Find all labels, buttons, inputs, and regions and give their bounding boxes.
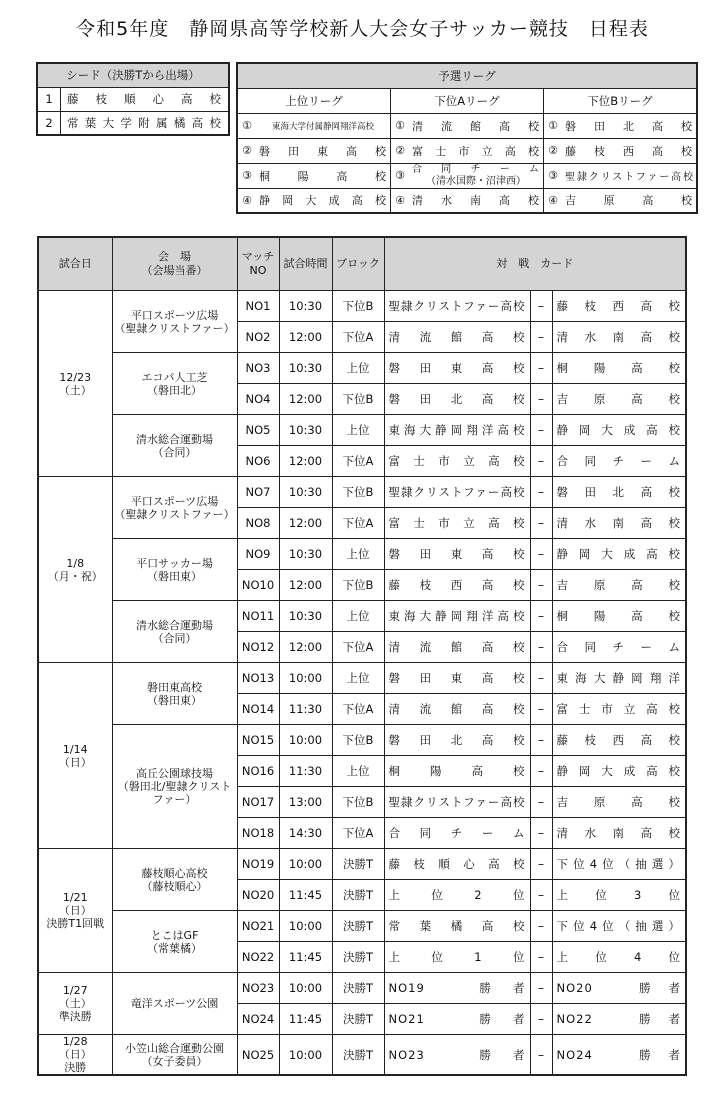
seed-number: 2: [37, 111, 61, 135]
round-note: 決勝T1回戦: [46, 917, 105, 930]
match-number: NO8: [237, 508, 279, 539]
match-number: NO3: [237, 353, 279, 384]
venue-duty: （磐田北）: [147, 383, 202, 397]
match-block: 上位: [332, 415, 384, 446]
match-time: 12:00: [279, 384, 332, 415]
header-block: ブロック: [332, 237, 384, 291]
versus-dash: –: [530, 663, 552, 694]
versus-dash: –: [530, 291, 552, 322]
versus-dash: –: [530, 1004, 552, 1035]
venue-cell: [112, 663, 237, 725]
round-note: 準決勝: [58, 1010, 92, 1023]
match-block: 決勝T: [332, 973, 384, 1004]
seed-mark: ①: [391, 113, 410, 138]
match-date: 1/21: [62, 891, 88, 904]
venue-cell: [112, 601, 237, 663]
match-time: 10:30: [279, 415, 332, 446]
match-block: 決勝T: [332, 942, 384, 973]
versus-dash: –: [530, 353, 552, 384]
match-time: 10:30: [279, 601, 332, 632]
seed-table: [36, 62, 230, 136]
prelim-league-table: [236, 62, 698, 214]
match-block: 下位A: [332, 694, 384, 725]
league-team: 静岡大成高校: [256, 188, 391, 213]
home-team: 富士市立高校: [384, 446, 530, 477]
venue-cell: [112, 539, 237, 601]
away-team: 合同チーム: [552, 632, 686, 663]
match-date: 1/28: [62, 1035, 88, 1048]
league-team: 磐田東高校: [256, 138, 391, 163]
schedule-table: [37, 236, 687, 1076]
match-row: [38, 353, 686, 384]
versus-dash: –: [530, 880, 552, 911]
versus-dash: –: [530, 415, 552, 446]
match-time: 10:00: [279, 973, 332, 1004]
home-team: 清流館高校: [384, 694, 530, 725]
versus-dash: –: [530, 477, 552, 508]
home-team: 磐田北高校: [384, 725, 530, 756]
match-number: NO1: [237, 291, 279, 322]
match-number: NO12: [237, 632, 279, 663]
match-date-cell: [38, 291, 112, 477]
seed-mark: ④: [237, 188, 256, 213]
match-date-cell: [38, 973, 112, 1035]
match-block: 下位A: [332, 632, 384, 663]
venue-cell: [112, 291, 237, 353]
venue-duty: （常葉橘）: [147, 941, 202, 955]
page-title: 令和5年度 静岡県高等学校新人大会女子サッカー競技 日程表: [76, 18, 649, 40]
match-row: [38, 849, 686, 880]
league-name: 下位Aリーグ: [391, 88, 544, 113]
match-block: 下位B: [332, 291, 384, 322]
match-time: 11:30: [279, 694, 332, 725]
venue-name: 清水総合運動場: [136, 618, 213, 632]
away-team: 下位4位（抽選）: [552, 849, 686, 880]
match-number: NO13: [237, 663, 279, 694]
away-team: 清水南高校: [552, 508, 686, 539]
home-team: 東海大静岡翔洋高校: [384, 601, 530, 632]
venue-name: 竜洋スポーツ公園: [130, 997, 219, 1010]
seed-team: 藤枝順心高校: [61, 87, 230, 111]
match-time: 11:30: [279, 756, 332, 787]
seed-mark: ③: [391, 163, 410, 188]
away-team: 合同チーム: [552, 446, 686, 477]
venue-duty: （聖隷クリストファー）: [114, 507, 235, 521]
match-number: NO23: [237, 973, 279, 1004]
match-date-cell: [38, 1035, 112, 1076]
venue-name: 小笠山総合運動公園: [125, 1041, 224, 1055]
versus-dash: –: [530, 849, 552, 880]
away-team: NO22 勝者: [552, 1004, 686, 1035]
match-block: 下位B: [332, 384, 384, 415]
venue-name: 清水総合運動場: [136, 432, 213, 446]
seed-mark: ①: [544, 113, 563, 138]
match-number: NO11: [237, 601, 279, 632]
league-row: [237, 163, 697, 188]
away-team: NO20 勝者: [552, 973, 686, 1004]
seed-mark: ②: [237, 138, 256, 163]
versus-dash: –: [530, 942, 552, 973]
away-team: 吉原高校: [552, 787, 686, 818]
match-weekday: （日）: [58, 904, 92, 917]
match-number: NO21: [237, 911, 279, 942]
venue-cell: [112, 415, 237, 477]
versus-dash: –: [530, 973, 552, 1004]
venue-duty: （聖隷クリストファー）: [114, 321, 235, 335]
venue-duty: （女子委員）: [141, 1054, 208, 1068]
match-weekday: （日）: [58, 1048, 92, 1061]
match-time: 11:45: [279, 880, 332, 911]
league-team: 東海大学付属静岡翔洋高校: [256, 113, 391, 138]
venue-cell: [112, 1035, 237, 1076]
match-row: [38, 477, 686, 508]
venue-cell: [112, 973, 237, 1035]
match-row: [38, 1035, 686, 1076]
header-match: [237, 237, 279, 291]
match-weekday: （土）: [58, 997, 92, 1010]
home-team: 磐田東高校: [384, 663, 530, 694]
versus-dash: –: [530, 570, 552, 601]
away-team: 東海大静岡翔洋: [552, 663, 686, 694]
venue-name: エコパ人工芝: [141, 370, 208, 384]
versus-dash: –: [530, 911, 552, 942]
venue-name: 磐田東高校: [147, 680, 202, 694]
match-time: 10:30: [279, 539, 332, 570]
venue-cell: [112, 911, 237, 973]
match-date: 1/8: [66, 556, 85, 570]
away-team: 静岡大成高校: [552, 756, 686, 787]
match-time: 10:30: [279, 353, 332, 384]
away-team: 上位3位: [552, 880, 686, 911]
match-number: NO22: [237, 942, 279, 973]
league-team: 清水南高校: [409, 188, 544, 213]
match-row: [38, 725, 686, 756]
header-match-sub: NO: [249, 264, 267, 277]
match-block: 下位A: [332, 322, 384, 353]
match-block: 決勝T: [332, 849, 384, 880]
home-team: 聖隷クリストファー高校: [384, 787, 530, 818]
home-team: 聖隷クリストファー高校: [384, 477, 530, 508]
venue-duty: （磐田東）: [147, 569, 202, 583]
match-row: [38, 415, 686, 446]
match-time: 10:00: [279, 663, 332, 694]
league-team-note: （清水国際・沼津西）: [426, 175, 526, 187]
seed-mark: ②: [544, 138, 563, 163]
venue-duty: （磐田東）: [147, 693, 202, 707]
header-card: 対 戦 カード: [384, 237, 686, 291]
match-time: 10:00: [279, 911, 332, 942]
versus-dash: –: [530, 539, 552, 570]
match-date: 1/27: [62, 984, 88, 997]
match-time: 12:00: [279, 632, 332, 663]
match-time: 14:30: [279, 818, 332, 849]
seed-mark: ②: [391, 138, 410, 163]
home-team: 常葉橘高校: [384, 911, 530, 942]
venue-duty: （合同）: [152, 445, 197, 459]
league-team: 磐田北高校: [562, 113, 697, 138]
match-time: 10:00: [279, 1035, 332, 1076]
versus-dash: –: [530, 446, 552, 477]
venue-name: 平口スポーツ広場: [130, 308, 219, 322]
away-team: 静岡大成高校: [552, 539, 686, 570]
header-venue-sub: （会場当番）: [141, 264, 208, 277]
match-time: 11:45: [279, 1004, 332, 1035]
match-date-cell: [38, 477, 112, 663]
home-team: 聖隷クリストファー高校: [384, 291, 530, 322]
venue-cell: [112, 725, 237, 849]
home-team: 合同チーム: [384, 818, 530, 849]
match-time: 11:45: [279, 942, 332, 973]
match-row: [38, 291, 686, 322]
away-team: 吉原高校: [552, 384, 686, 415]
seed-mark: ④: [391, 188, 410, 213]
match-number: NO5: [237, 415, 279, 446]
schedule-body: [38, 291, 686, 1076]
header-venue-label: 会 場: [158, 250, 191, 263]
match-number: NO25: [237, 1035, 279, 1076]
home-team: 藤枝西高校: [384, 570, 530, 601]
away-team: 桐陽高校: [552, 353, 686, 384]
match-block: 決勝T: [332, 911, 384, 942]
league-team: 桐陽高校: [256, 163, 391, 188]
match-number: NO16: [237, 756, 279, 787]
match-block: 下位B: [332, 570, 384, 601]
home-team: 富士市立高校: [384, 508, 530, 539]
match-block: 下位A: [332, 818, 384, 849]
versus-dash: –: [530, 601, 552, 632]
venue-duty: （藤枝順心）: [141, 879, 208, 893]
home-team: NO19 勝者: [384, 973, 530, 1004]
versus-dash: –: [530, 818, 552, 849]
seed-mark: ③: [237, 163, 256, 188]
match-block: 下位B: [332, 725, 384, 756]
venue-cell: [112, 477, 237, 539]
venue-name: とこはGF: [150, 928, 199, 942]
venue-cell: [112, 353, 237, 415]
match-block: 下位B: [332, 477, 384, 508]
league-team: 清流館高校: [409, 113, 544, 138]
match-date: 12/23: [59, 370, 92, 384]
versus-dash: –: [530, 384, 552, 415]
match-number: NO15: [237, 725, 279, 756]
versus-dash: –: [530, 632, 552, 663]
match-row: [38, 601, 686, 632]
league-row: [237, 138, 697, 163]
match-date-cell: [38, 663, 112, 849]
match-time: 10:00: [279, 849, 332, 880]
match-time: 12:00: [279, 508, 332, 539]
seed-number: 1: [37, 87, 61, 111]
away-team: 上位4位: [552, 942, 686, 973]
versus-dash: –: [530, 787, 552, 818]
match-number: NO18: [237, 818, 279, 849]
prelim-header: 予選リーグ: [237, 63, 697, 88]
match-block: 決勝T: [332, 880, 384, 911]
league-name: 下位Bリーグ: [544, 88, 698, 113]
match-time: 12:00: [279, 446, 332, 477]
league-name: 上位リーグ: [237, 88, 391, 113]
versus-dash: –: [530, 322, 552, 353]
home-team: 上位1位: [384, 942, 530, 973]
match-number: NO4: [237, 384, 279, 415]
away-team: 清水南高校: [552, 322, 686, 353]
match-block: 決勝T: [332, 1004, 384, 1035]
league-team: 富士市立高校: [409, 138, 544, 163]
away-team: 静岡大成高校: [552, 415, 686, 446]
away-team: 富士市立高校: [552, 694, 686, 725]
match-weekday: （日）: [58, 755, 92, 769]
match-number: NO10: [237, 570, 279, 601]
match-block: 下位A: [332, 446, 384, 477]
league-team: 藤枝西高校: [562, 138, 697, 163]
away-team: 吉原高校: [552, 570, 686, 601]
match-row: [38, 539, 686, 570]
match-row: [38, 663, 686, 694]
away-team: 藤枝西高校: [552, 725, 686, 756]
match-time: 10:30: [279, 477, 332, 508]
match-number: NO19: [237, 849, 279, 880]
seed-mark: ①: [237, 113, 256, 138]
venue-name: 平口サッカー場: [136, 556, 213, 570]
match-time: 12:00: [279, 570, 332, 601]
league-row: [237, 113, 697, 138]
match-block: 上位: [332, 601, 384, 632]
seed-team: 常葉大学附属橘高校: [61, 111, 230, 135]
home-team: NO21 勝者: [384, 1004, 530, 1035]
venue-duty: （合同）: [152, 631, 197, 645]
versus-dash: –: [530, 694, 552, 725]
match-block: 上位: [332, 353, 384, 384]
header-time: 試合時間: [279, 237, 332, 291]
league-team: 合同チーム: [412, 163, 540, 175]
venue-name: 藤枝順心高校: [141, 866, 208, 880]
match-number: NO14: [237, 694, 279, 725]
header-date: 試合日: [38, 237, 112, 291]
match-time: 10:00: [279, 725, 332, 756]
versus-dash: –: [530, 508, 552, 539]
home-team: 藤枝順心高校: [384, 849, 530, 880]
match-block: 決勝T: [332, 1035, 384, 1076]
match-row: [38, 973, 686, 1004]
venue-name: 平口スポーツ広場: [130, 494, 219, 508]
match-date: 1/14: [62, 742, 88, 756]
versus-dash: –: [530, 756, 552, 787]
away-team: 下位4位（抽選）: [552, 911, 686, 942]
venue-duty: （磐田北/聖隷クリストファー）: [117, 780, 232, 806]
away-team: 清水南高校: [552, 818, 686, 849]
match-block: 上位: [332, 539, 384, 570]
home-team: 磐田北高校: [384, 384, 530, 415]
versus-dash: –: [530, 725, 552, 756]
match-number: NO9: [237, 539, 279, 570]
match-date-cell: [38, 849, 112, 973]
seed-row: [37, 87, 229, 111]
home-team: 清流館高校: [384, 632, 530, 663]
home-team: 上位2位: [384, 880, 530, 911]
venue-name: 高丘公園球技場: [136, 767, 213, 780]
league-team-combined: [409, 163, 544, 188]
league-team: 聖隷クリストファー高校: [562, 163, 697, 188]
match-number: NO17: [237, 787, 279, 818]
match-time: 12:00: [279, 322, 332, 353]
venue-cell: [112, 849, 237, 911]
match-block: 下位A: [332, 508, 384, 539]
home-team: NO23 勝者: [384, 1035, 530, 1076]
match-weekday: （月・祝）: [47, 569, 103, 583]
away-team: NO24 勝者: [552, 1035, 686, 1076]
away-team: 桐陽高校: [552, 601, 686, 632]
seed-header: シード（決勝Tから出場）: [37, 63, 229, 87]
match-weekday: （土）: [58, 383, 92, 397]
league-row: [237, 188, 697, 213]
seed-mark: ③: [544, 163, 563, 188]
header-venue: [112, 237, 237, 291]
match-block: 上位: [332, 756, 384, 787]
match-number: NO24: [237, 1004, 279, 1035]
match-number: NO2: [237, 322, 279, 353]
seed-mark: ④: [544, 188, 563, 213]
home-team: 桐陽高校: [384, 756, 530, 787]
away-team: 磐田北高校: [552, 477, 686, 508]
home-team: 東海大静岡翔洋高校: [384, 415, 530, 446]
match-row: [38, 911, 686, 942]
away-team: 藤枝西高校: [552, 291, 686, 322]
versus-dash: –: [530, 1035, 552, 1076]
match-time: 13:00: [279, 787, 332, 818]
home-team: 磐田東高校: [384, 353, 530, 384]
match-number: NO6: [237, 446, 279, 477]
league-team: 吉原高校: [562, 188, 697, 213]
header-match-label: マッチ: [241, 250, 275, 263]
match-time: 10:30: [279, 291, 332, 322]
round-note: 決勝: [64, 1061, 87, 1074]
match-number: NO7: [237, 477, 279, 508]
match-block: 上位: [332, 663, 384, 694]
home-team: 磐田東高校: [384, 539, 530, 570]
seed-row: [37, 111, 229, 135]
home-team: 清流館高校: [384, 322, 530, 353]
match-block: 下位B: [332, 787, 384, 818]
match-number: NO20: [237, 880, 279, 911]
